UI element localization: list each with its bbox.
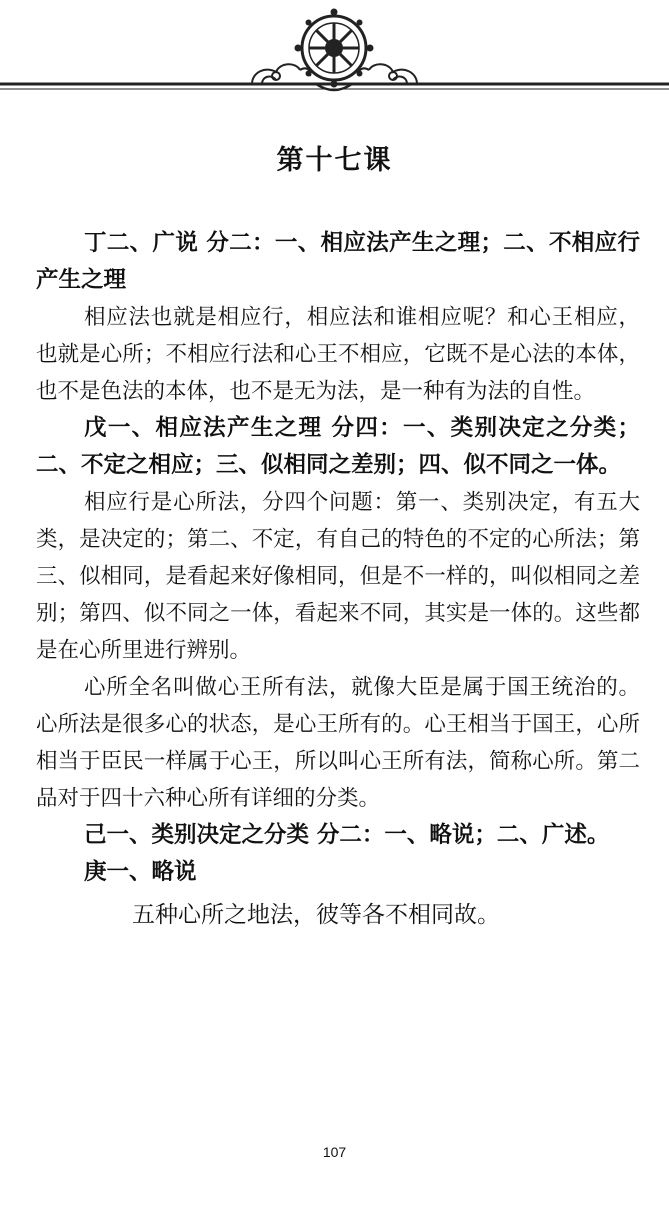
section-heading: 戊一、相应法产生之理 分四：一、类别决定之分类；二、不定之相应；三、似相同之差别；四、似不同之一体。 xyxy=(36,415,640,478)
page-title: 第十七课 xyxy=(276,145,393,176)
section-heading: 庚一、略说 xyxy=(84,859,197,885)
section-heading: 丁二、广说 分二：一、相应法产生之理；二、不相应行产生之理 xyxy=(36,230,640,293)
header-ornament xyxy=(0,0,669,110)
dharma-wheel-icon xyxy=(0,0,669,110)
body-text xyxy=(36,225,640,934)
page-number: 107 xyxy=(322,1144,347,1160)
paragraph: 相应行是心所法，分四个问题：第一、类别决定，有五大类，是决定的；第二、不定，有自己的特色的不定的心所法；第三、似相同，是看起来好像相同，但是不一样的，叫似相同之差别；第四、似不同之一体，看起来不同，其实是一体的。这些都是在心所里进行辨别。 xyxy=(36,490,640,663)
paragraph: 相应法也就是相应行，相应法和谁相应呢？和心王相应，也就是心所；不相应行法和心王不相应，它既不是心法的本体，也不是色法的本体，也不是无为法，是一种有为法的自性。 xyxy=(36,305,640,404)
section-heading: 己一、类别决定之分类 分二：一、略说；二、广述。 xyxy=(84,822,610,848)
paragraph: 心所全名叫做心王所有法，就像大臣是属于国王统治的。心所法是很多心的状态，是心王所有的。心王相当于国王，心所相当于臣民一样属于心王，所以叫心王所有法，简称心所。第二品对于四十六种心所有详细的分类。 xyxy=(36,675,640,811)
verse-text: 五种心所之地法，彼等各不相同故。 xyxy=(132,902,500,928)
